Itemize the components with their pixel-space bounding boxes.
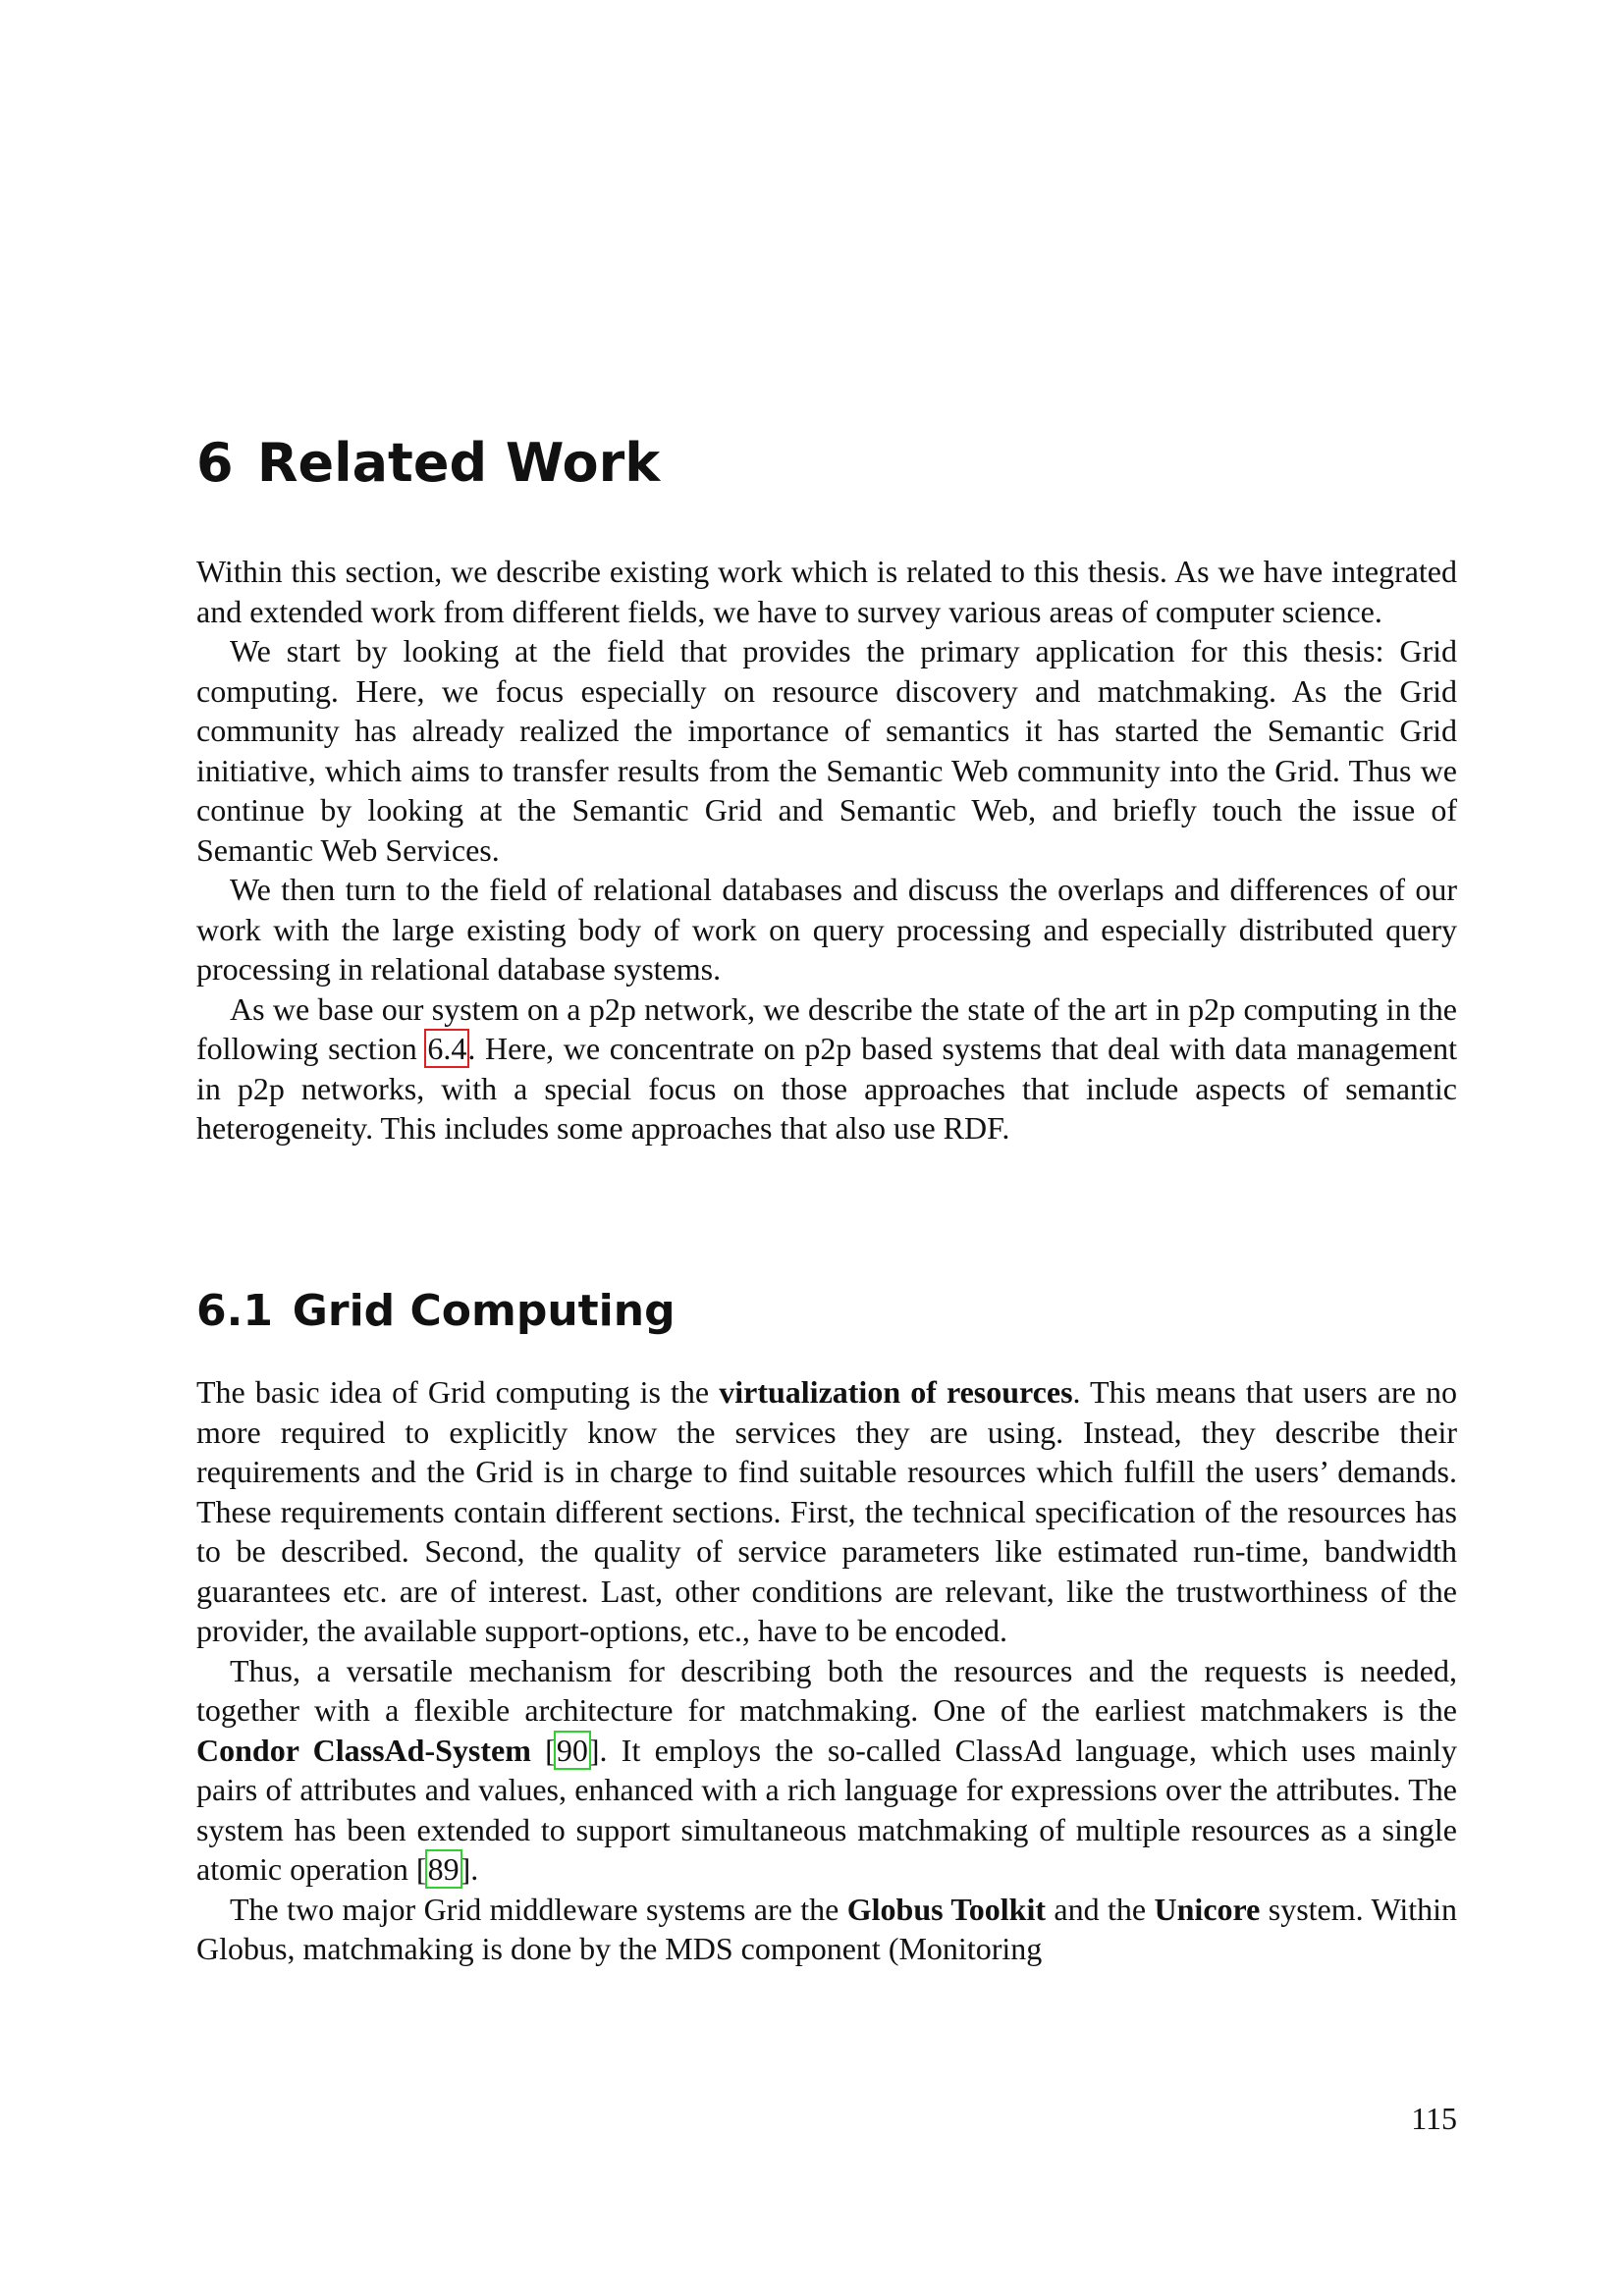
intro-paragraph-1: Within this section, we describe existing work which is related to this thesis. As we have integrated and extended work from different fields, we have to survey various areas of computer science. (196, 554, 1457, 629)
intro-paragraph-4 (196, 989, 1457, 1148)
citation-link-89[interactable]: 89 (427, 1851, 460, 1887)
document-page (196, 0, 1457, 2296)
section-number: 6.1 (196, 1286, 273, 1336)
grid-p3-bold-1: Globus Toolkit (846, 1891, 1047, 1927)
section-ref-link[interactable]: 6.4 (427, 1031, 467, 1066)
grid-p1-bold: virtualization of resources (719, 1374, 1073, 1410)
grid-p2-text-a: Thus, a versatile mechanism for describing both the resources and the requests is needed, together with a flexible architecture for matchmaking. One of the earliest matchmakers is the (196, 1652, 1457, 1728)
intro-p4-text-a: As we base our system on a p2p network, we describe the state of the art in p2p computing in the following section (196, 990, 1457, 1066)
chapter-number: 6 (196, 432, 234, 494)
grid-p3-text-c: system. Within Globus, matchmaking is done by the MDS component (Monitoring (196, 1891, 1458, 1966)
grid-p2-text-c: ]. It employs the so-called ClassAd language, which uses mainly pairs of attributes and values, enhanced with a rich language for expressions over the attributes. The system has been extended to support simultaneous matchmaking of multiple resources as a single atomic operation [ (196, 1732, 1458, 1887)
grid-paragraph-3 (196, 1890, 1457, 1969)
citation-link-90[interactable]: 90 (556, 1732, 588, 1768)
page-number: 115 (1411, 2101, 1457, 2136)
intro-paragraph-3: We then turn to the field of relational databases and discuss the overlaps and differences of our work with the large existing body of work on query processing and especially distributed query processing in relational database systems. (196, 872, 1457, 987)
grid-p1-text-a: The basic idea of Grid computing is the (196, 1374, 720, 1410)
grid-p2-text-b: [ (530, 1732, 556, 1768)
intro-text (196, 552, 1457, 1148)
grid-p3-bold-2: Unicore (1154, 1891, 1261, 1927)
grid-paragraph-2 (196, 1651, 1457, 1890)
section-title-text: Grid Computing (292, 1286, 676, 1336)
chapter-title (196, 432, 660, 494)
intro-paragraph-2: We start by looking at the field that provides the primary application for this thesis: Grid computing. Here, we focus especially on resource discovery and matchmaking. As the Grid community has already realized the importance of semantics it has started the Semantic Grid initiative, which aims to transfer results from the Semantic Web community into the Grid. Thus we continue by looking at the Semantic Grid and Semantic Web, and briefly touch the issue of Semantic Web Services. (196, 633, 1457, 868)
grid-p1-text-b: . This means that users are no more required to explicitly know the services they are using. Instead, they describe their requirements and the Grid is in charge to find suitable resources which fulfill the users’ demands. These requirements contain different sections. First, the technical specification of the resources has to be described. Second, the quality of service parameters like estimated run-time, bandwidth guarantees etc. are of interest. Last, other conditions are relevant, like the trustworthiness of the provider, the available support-options, etc., have to be encoded. (196, 1374, 1458, 1648)
chapter-title-text: Related Work (256, 432, 661, 494)
section-title (196, 1286, 676, 1336)
intro-p4-text-b: . Here, we concentrate on p2p based systems that deal with data management in p2p networks, with a special focus on those approaches that include aspects of semantic heterogeneity. This includes some approaches that also use RDF. (196, 1031, 1458, 1146)
grid-text (196, 1372, 1457, 1969)
grid-p3-text-b: and the (1046, 1891, 1155, 1927)
grid-p3-text-a: The two major Grid middleware systems are the (230, 1891, 847, 1927)
grid-p2-bold: Condor ClassAd-System (196, 1732, 531, 1768)
grid-p2-text-d: ]. (460, 1851, 479, 1887)
grid-paragraph-1 (196, 1372, 1457, 1651)
